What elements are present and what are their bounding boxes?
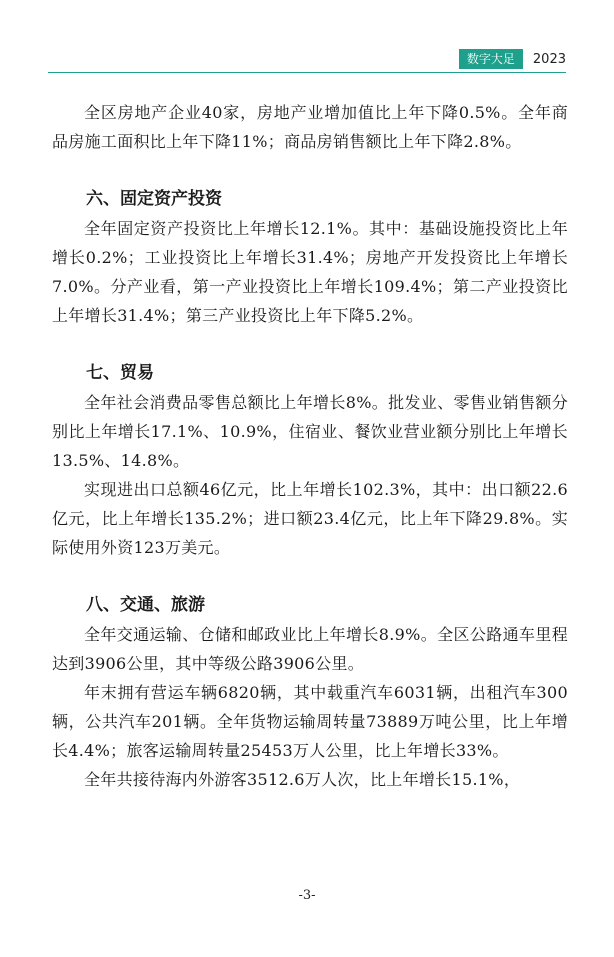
vehicles-paragraph: 年末拥有营运车辆6820辆，其中载重汽车6031辆，出租汽车300辆，公共汽车201辆。全年货物运输周转量73889万吨公里，比上年增长4.4%；旅客运输周转量25453万人公里，比上年增长33%。 <box>52 683 568 760</box>
section-heading-trade: 七、贸易 <box>86 363 154 383</box>
investment-paragraph: 全年固定资产投资比上年增长12.1%。其中：基础设施投资比上年增长0.2%；工业投资比上年增长31.4%；房地产开发投资比上年增长7.0%。分产业看，第一产业投资比上年增长109.4%；第二产业投资比上年增长31.4%；第三产业投资比上年下降5.2%。 <box>52 219 568 325</box>
spacer <box>52 562 568 591</box>
retail-paragraph: 全年社会消费品零售总额比上年增长8%。批发业、零售业销售额分别比上年增长17.1%、10.9%，住宿业、餐饮业营业额分别比上年增长13.5%、14.8%。 <box>52 393 568 470</box>
section-heading-investment: 六、固定资产投资 <box>86 189 222 209</box>
transport-paragraph: 全年交通运输、仓储和邮政业比上年增长8.9%。全区公路通车里程达到3906公里，其中等级公路3906公里。 <box>52 625 568 673</box>
tourism-paragraph: 全年共接待海内外游客3512.6万人次，比上年增长15.1%， <box>84 770 521 789</box>
section-heading-transport-tourism: 八、交通、旅游 <box>86 595 205 615</box>
spacer <box>52 330 568 359</box>
page-header <box>459 48 566 70</box>
header-divider <box>48 72 566 73</box>
document-body <box>52 98 568 794</box>
page-number: -3- <box>298 888 316 903</box>
realestate-paragraph: 全区房地产企业40家，房地产业增加值比上年下降0.5%。全年商品房施工面积比上年下降11%；商品房销售额比上年下降2.8%。 <box>52 103 568 151</box>
import-export-paragraph: 实现进出口总额46亿元，比上年增长102.3%，其中：出口额22.6亿元，比上年增长135.2%；进口额23.4亿元，比上年下降29.8%。实际使用外资123万美元。 <box>52 480 568 557</box>
header-year: 2023 <box>532 51 566 67</box>
spacer <box>52 156 568 185</box>
header-tag: 数字大足 <box>459 49 523 69</box>
